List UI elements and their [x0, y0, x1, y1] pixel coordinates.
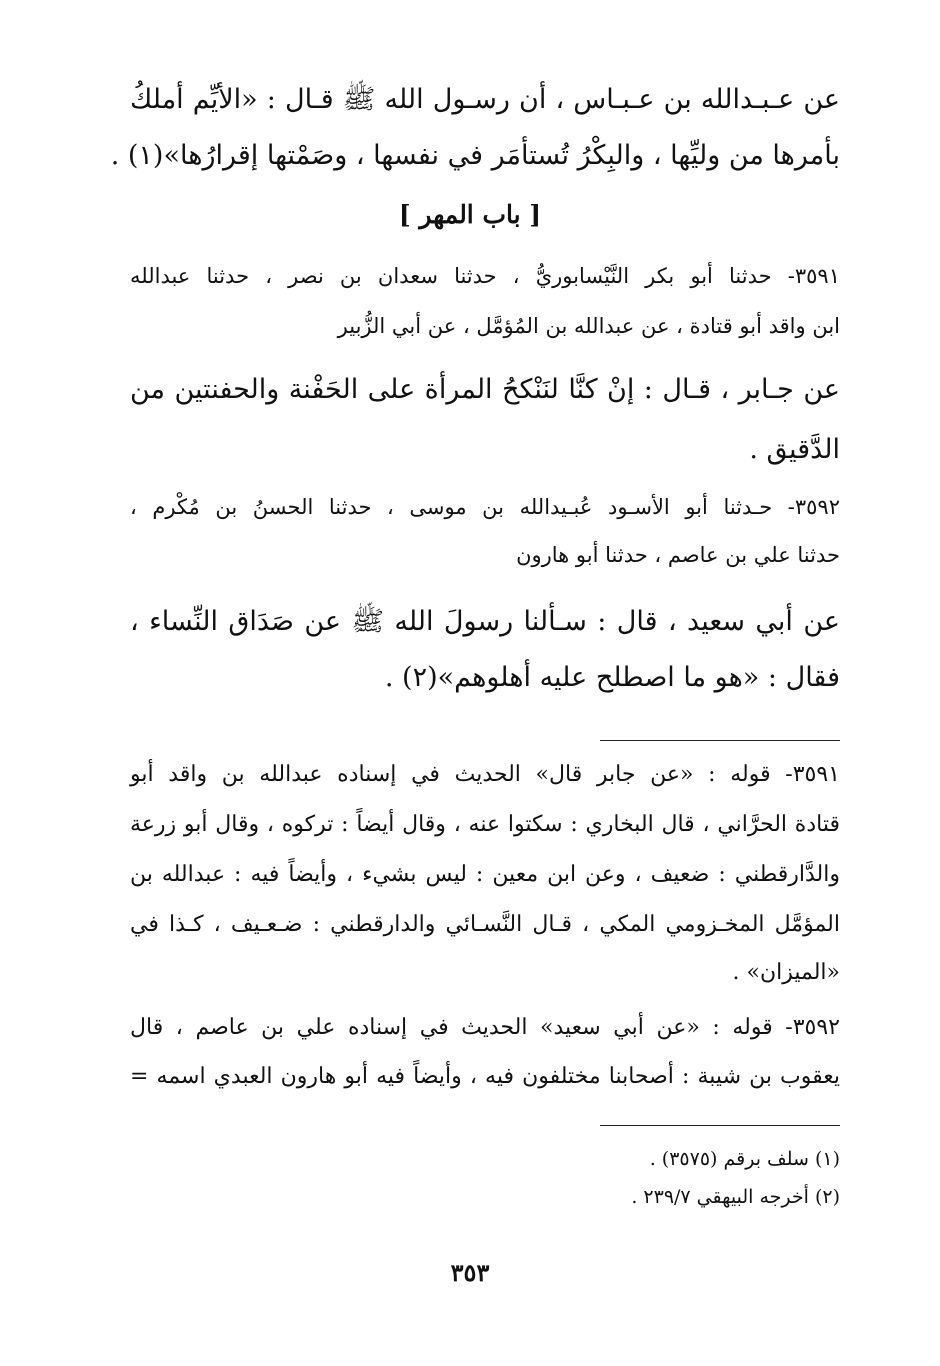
commentary-separator: [600, 740, 840, 741]
chapter-heading: [ باب المهر ]: [398, 200, 542, 229]
commentary-3592-line-2: يعقوب بن شيبة : أصحابنا مختلفون فيه ، وأيضاً فيه أبو هارون العبدي اسمه =: [130, 1064, 840, 1089]
hadith-intro-line-2: بأمرها من وليِّها ، والبِكْرُ تُستأمَر في نفسها ، وصَمْتها إقرارُها»(١) .: [110, 140, 840, 171]
hadith-intro-line-1: عن عـبـدالله بن عـبـاس ، أن رسـول الله ﷺ قـال : «الأيِّم أملكُ: [130, 84, 840, 115]
commentary-3591-line-3: والدَّارقطني : ضعيف ، وعن ابن معين : ليس بشيء ، وأيضاً فيه : عبدالله بن: [130, 862, 840, 887]
hadith-3591-isnad-line-1: ٣٥٩١- حدثنا أبو بكر النَّيْسابوريُّ ، حدثنا سعدان بن نصر ، حدثنا عبدالله: [130, 264, 840, 288]
hadith-3592-matn-line-1: عن أبي سعيد ، قال : سـألنا رسولَ الله ﷺ عن صَدَاق النِّساء ،: [130, 606, 840, 637]
commentary-3591-line-5: «الميزان» .: [732, 960, 840, 985]
page-number: ٣٥٣: [450, 1258, 490, 1287]
footnote-1: (١) سلف برقم (٣٥٧٥) .: [649, 1148, 840, 1170]
commentary-3592-line-1: ٣٥٩٢- قوله : «عن أبي سعيد» الحديث في إسناده علي بن عاصم ، قال: [130, 1015, 840, 1040]
commentary-3591-line-2: قتادة الحرَّاني ، قال البخاري : سكتوا عنه ، وقال أيضاً : تركوه ، وقال أبو زرعة: [130, 812, 840, 837]
commentary-3591-line-1: ٣٥٩١- قوله : «عن جابر قال» الحديث في إسناده عبدالله بن واقد أبو: [130, 762, 840, 787]
hadith-3591-matn-line-1: عن جـابر ، قـال : إنْ كنَّا لنَنْكحُ المرأة على الحَفْنة والحفنتين من: [130, 374, 840, 405]
commentary-3591-line-4: المؤمَّل المخـزومي المكي ، قـال النَّسـائي والدارقطني : ضـعـيف ، كـذا في: [130, 912, 840, 937]
footnote-2: (٢) أخرجه البيهقي ٢٣٩/٧ .: [631, 1186, 840, 1208]
hadith-3592-isnad-line-1: ٣٥٩٢- حـدثنا أبو الأسـود عُبـيدالله بن موسى ، حدثنا الحسنُ بن مُكْرم ،: [130, 495, 840, 519]
hadith-3592-matn-line-2: فقال : «هو ما اصطلح عليه أهلوهم»(٢) .: [384, 662, 840, 693]
hadith-3591-matn-line-2: الدَّقيق .: [749, 434, 840, 465]
footnotes-separator: [600, 1125, 840, 1126]
hadith-3592-isnad-line-2: حدثنا علي بن عاصم ، حدثنا أبو هارون: [516, 543, 840, 567]
hadith-3591-isnad-line-2: ابن واقد أبو قتادة ، عن عبدالله بن المُؤمَّل ، عن أبي الزُّبير: [337, 314, 840, 338]
